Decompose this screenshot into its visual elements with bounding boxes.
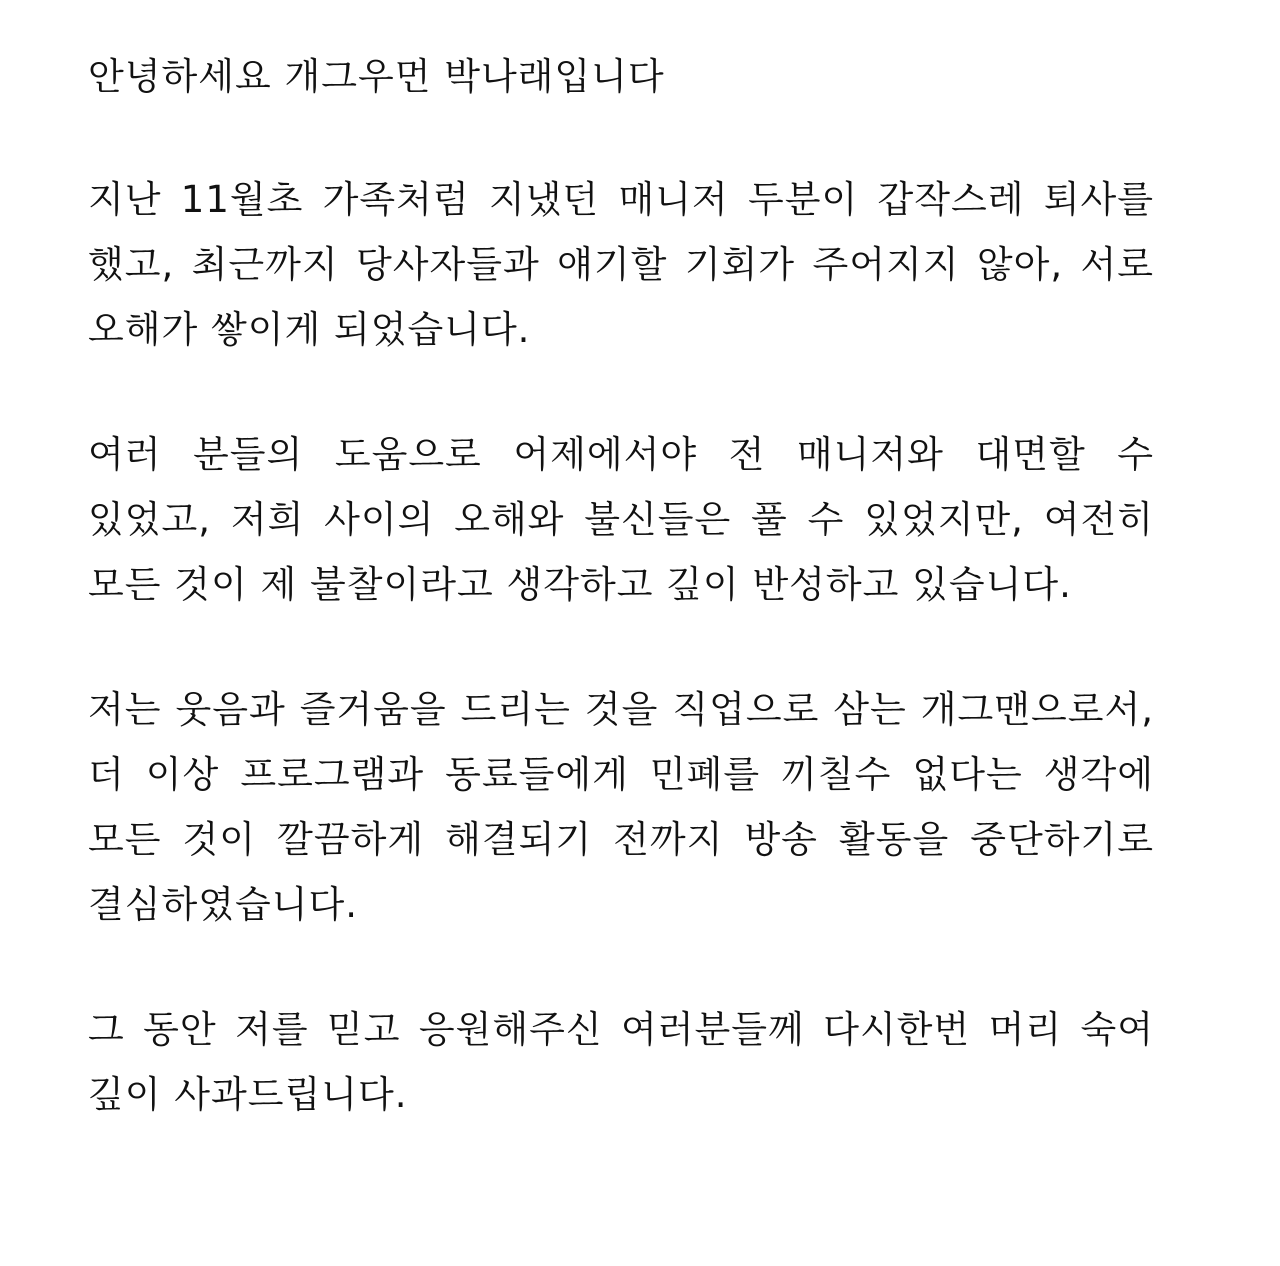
paragraph-apology: 그 동안 저를 믿고 응원해주신 여러분들께 다시한번 머리 숙여 깊이 사과드립니다. <box>88 1008 1154 1116</box>
paragraph-hiatus: 저는 웃음과 즐거움을 드리는 것을 직업으로 삼는 개그맨으로서, 더 이상 프로그램과 동료들에게 민폐를 끼칠수 없다는 생각에 모든 것이 깔끔하게 해결되기 전까지 방송 활동을 중단하기로 결심하였습니다. <box>88 688 1154 926</box>
greeting-line: 안녕하세요 개그우먼 박나래입니다 <box>88 55 665 98</box>
paragraph-meeting: 여러 분들의 도움으로 어제에서야 전 매니저와 대면할 수 있었고, 저희 사이의 오해와 불신들은 풀 수 있었지만, 여전히 모든 것이 제 불찰이라고 생각하고 깊이 반성하고 있습니다. <box>88 433 1154 606</box>
paragraph-resignation: 지난 11월초 가족처럼 지냈던 매니저 두분이 갑작스레 퇴사를 했고, 최근까지 당사자들과 얘기할 기회가 주어지지 않아, 서로 오해가 쌓이게 되었습니다. <box>88 178 1154 351</box>
statement-document <box>88 44 1154 1127</box>
